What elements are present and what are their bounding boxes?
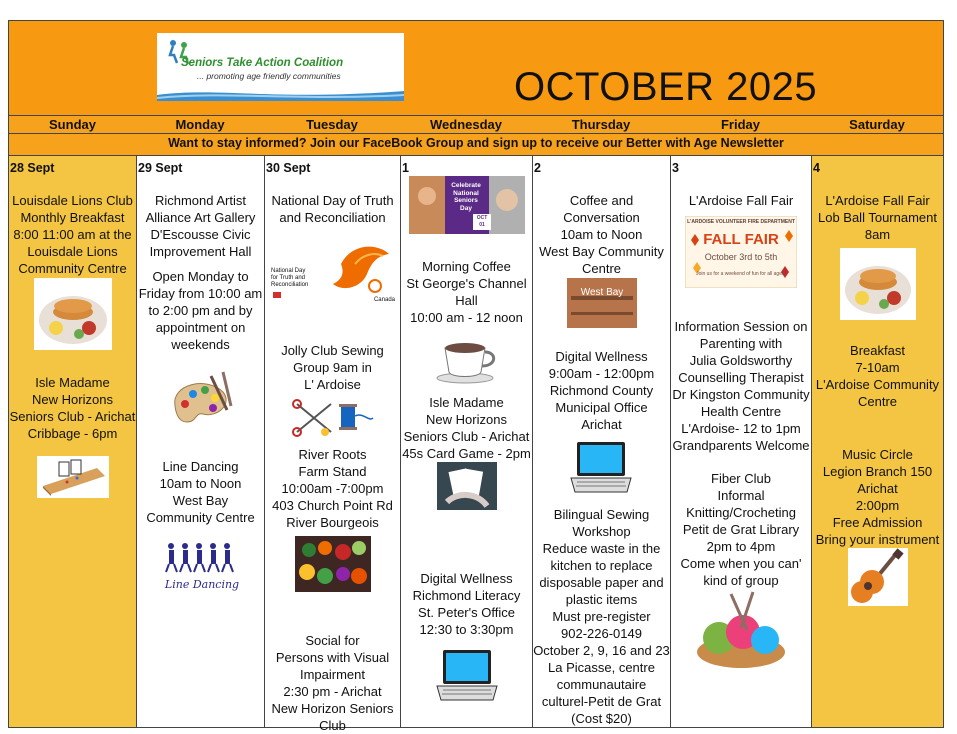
fall-fair-poster-footer: Join us for a weekend of fun for all ages! — [696, 271, 786, 277]
month-title: OCTOBER 2025 — [514, 65, 818, 109]
breakfast-plate-icon — [840, 248, 916, 320]
canada-wordmark: Canada — [373, 297, 395, 303]
day-name-sunday: Sunday — [49, 117, 96, 132]
event-music-circle: Music Circle Legion Branch 150 Arichat 2:00pm Free Admission Bring your instrument — [815, 447, 940, 547]
event-lions-breakfast: Louisdale Lions Club Monthly Breakfast 8:00 11:00 am at the Louisdale Lions Community Centre — [12, 193, 133, 276]
event-fiber-club: Fiber Club Informal Knitting/Crocheting Petit de Grat Library 2pm to 4pm Come when you can' kind of group — [680, 471, 802, 588]
date-label: 29 Sept — [138, 161, 183, 175]
event-cribbage: Isle Madame New Horizons Seniors Club - Arichat Cribbage - 6pm — [9, 375, 136, 441]
day-name-thursday: Thursday — [571, 117, 631, 132]
calendar — [8, 20, 944, 733]
ndtr-logo-text: National Day for Truth and Reconciliation — [271, 268, 309, 288]
seniors-day-poster-date: OCT 01 — [476, 215, 488, 228]
day-cell-tuesday — [264, 155, 400, 733]
event-truth-reconciliation: National Day of Truth and Reconciliation — [271, 193, 394, 225]
day-name-tuesday: Tuesday — [306, 117, 358, 132]
event-river-roots-farm-stand: River Roots Farm Stand 10:00am -7:00pm 403 Church Point Rd River Bourgeois — [272, 447, 393, 530]
day-cell-friday — [670, 155, 811, 727]
calendar-header — [9, 21, 943, 115]
day-cell-monday — [136, 155, 264, 727]
event-breakfast: Breakfast 7-10am L'Ardoise Community Centre — [815, 343, 940, 409]
newsletter-banner: Want to stay informed? Join our FaceBook Group and sign up to receive our Better with Age Newsletter — [9, 133, 943, 156]
laptop-icon — [435, 646, 499, 704]
event-digital-wellness-literacy: Digital Wellness Richmond Literacy St. Peter's Office 12:30 to 3:30pm — [412, 571, 521, 637]
date-label: 3 — [672, 161, 679, 175]
fall-fair-poster-title: FALL FAIR — [703, 231, 779, 248]
day-name-friday: Friday — [720, 117, 760, 132]
event-jolly-club-sewing: Jolly Club Sewing Group 9am in L' Ardoise — [281, 343, 384, 392]
date-label: 1 — [402, 161, 409, 175]
event-lob-ball-tournament: L'Ardoise Fall Fair Lob Ball Tournament 8am — [817, 193, 937, 242]
cribbage-board-icon — [37, 456, 109, 498]
day-cell-saturday — [811, 155, 943, 727]
breakfast-plate-icon — [34, 278, 112, 350]
logo-tagline: ... promoting age friendly communities — [197, 71, 341, 81]
logo-title: Seniors Take Action Coalition — [181, 57, 344, 69]
line-dancers-icon — [161, 540, 243, 594]
event-line-dancing: Line Dancing 10am to Noon West Bay Community Centre — [146, 459, 255, 525]
seniors-day-poster-text: Celebrate National Seniors Day — [451, 182, 481, 212]
day-name-saturday: Saturday — [849, 117, 905, 132]
day-name-wednesday: Wednesday — [429, 117, 502, 132]
date-label: 28 Sept — [10, 161, 55, 175]
event-45s-card-game: Isle Madame New Horizons Seniors Club - Arichat 45s Card Game - 2pm — [402, 395, 531, 461]
event-morning-coffee: Morning Coffee St George's Channel Hall 10:00 am - 12 noon — [406, 259, 527, 325]
guitar-icon — [848, 548, 908, 606]
vegetables-icon — [295, 536, 371, 592]
logo-wave-icon — [157, 85, 404, 101]
event-fall-fair: L'Ardoise Fall Fair — [688, 193, 794, 208]
coffee-cup-icon — [435, 332, 499, 384]
day-name-monday: Monday — [175, 117, 225, 132]
event-digital-wellness-municipal: Digital Wellness 9:00am - 12:00pm Richmond County Municipal Office Arichat — [548, 349, 655, 432]
event-art-gallery-hours: Open Monday to Friday from 10:00 am to 2:00 pm and by appointment on weekends — [138, 269, 263, 352]
west-bay-sign-text: West Bay — [580, 287, 624, 298]
date-label: 4 — [813, 161, 820, 175]
fall-fair-poster-header: L'ARDOISE VOLUNTEER FIRE DEPARTMENT — [687, 219, 795, 225]
date-label: 2 — [534, 161, 541, 175]
day-cell-wednesday — [400, 155, 532, 727]
day-cell-thursday — [532, 155, 670, 727]
yarn-basket-icon — [691, 590, 791, 672]
sewing-icon — [291, 396, 375, 440]
line-dancing-caption: Line Dancing — [164, 578, 240, 591]
event-art-gallery: Richmond Artist Alliance Art Gallery D'Escousse Civic Improvement Hall — [145, 193, 256, 259]
fall-fair-poster-dates: October 3rd to 5th — [704, 252, 778, 262]
logo — [157, 33, 404, 101]
event-visual-impairment-social: Social for Persons with Visual Impairment 2:30 pm - Arichat New Horizon Seniors Club — [271, 633, 394, 733]
event-parenting-session: Information Session on Parenting with Julia Goldsworthy Counselling Therapist Dr Kingston Community Health Centre L'Ardoise- 12 to 1pm Grandparents Welcome — [672, 319, 810, 453]
paint-palette-icon — [167, 370, 237, 430]
playing-cards-icon — [437, 462, 497, 510]
event-bilingual-sewing-workshop: Bilingual Sewing Workshop Reduce waste in the kitchen to replace disposable paper and plastic items Must pre-register 902-226-0149 October 2, 9, 16 and 23 La Picasse, centre communautaire culturel-Petit de Grat (Cost $20) — [533, 507, 670, 726]
event-coffee-conversation: Coffee and Conversation 10am to Noon West Bay Community Centre — [539, 193, 664, 276]
date-label: 30 Sept — [266, 161, 311, 175]
day-cell-sunday — [9, 155, 136, 727]
day-names-row — [9, 115, 943, 134]
laptop-icon — [569, 438, 633, 496]
